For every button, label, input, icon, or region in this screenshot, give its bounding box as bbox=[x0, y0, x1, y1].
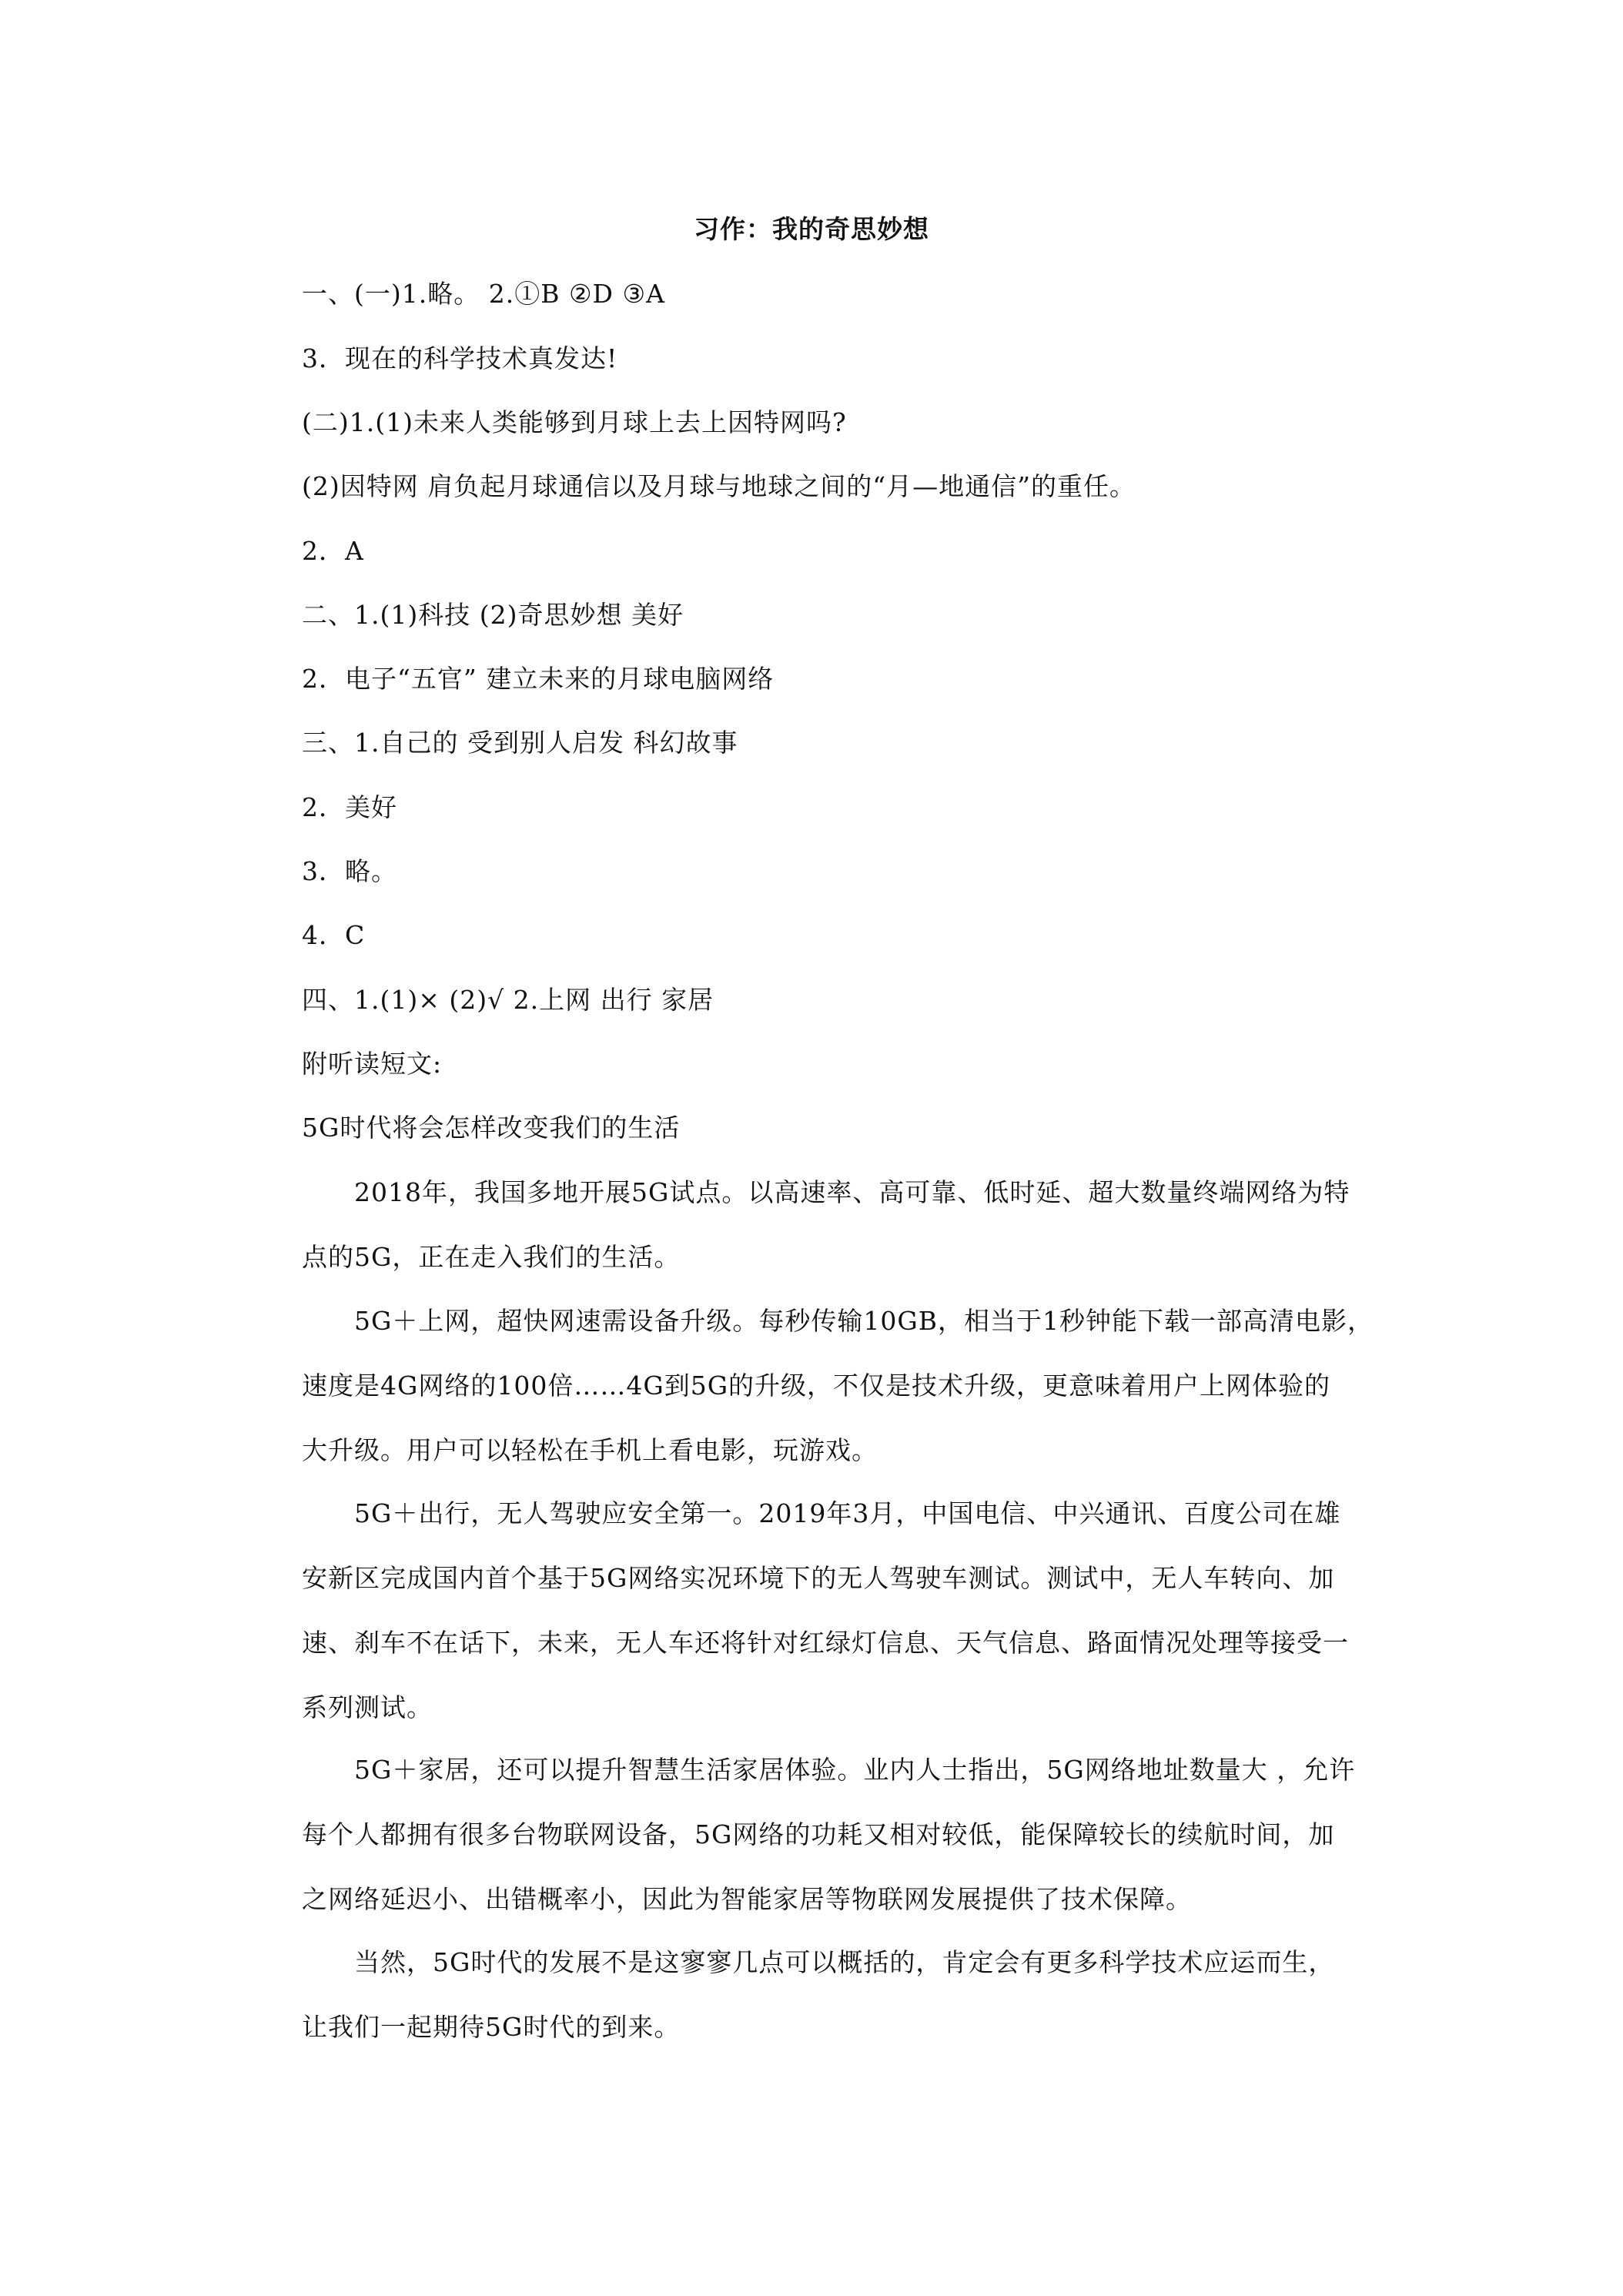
answer-line-12: 四、1.(1)× (2)√ 2.上网 出行 家居 bbox=[302, 985, 714, 1015]
article-paragraph-4 bbox=[302, 1738, 1387, 1932]
paragraph-row: 安新区完成国内首个基于5G网络实况环境下的无人驾驶车测试。测试中，无人车转向、加 bbox=[302, 1563, 1335, 1593]
paragraph-row: 速、刹车不在话下，未来，无人车还将针对红绿灯信息、天气信息、路面情况处理等接受一 bbox=[302, 1628, 1349, 1658]
paragraph-row: 之网络延迟小、出错概率小，因此为智能家居等物联网发展提供了技术保障。 bbox=[302, 1884, 1192, 1914]
paragraph-row: 5G＋上网，超快网速需设备升级。每秒传输10GB，相当于1秒钟能下载一部高清电影， bbox=[302, 1306, 1374, 1336]
page-title: 习作：我的奇思妙想 bbox=[694, 214, 929, 244]
answer-line-5: 2．A bbox=[302, 536, 364, 566]
article-title: 5G时代将会怎样改变我们的生活 bbox=[302, 1113, 681, 1143]
answer-line-8: 三、1.自己的 受到别人启发 科幻故事 bbox=[302, 728, 738, 758]
article-paragraph-5 bbox=[302, 1930, 1387, 2060]
answer-line-6: 二、1.(1)科技 (2)奇思妙想 美好 bbox=[302, 600, 684, 630]
paragraph-row: 大升级。用户可以轻松在手机上看电影，玩游戏。 bbox=[302, 1435, 878, 1465]
paragraph-row: 让我们一起期待5G时代的到来。 bbox=[302, 2012, 681, 2042]
answer-line-7: 2．电子“五官” 建立未来的月球电脑网络 bbox=[302, 664, 775, 694]
paragraph-row: 速度是4G网络的100倍……4G到5G的升级，不仅是技术升级，更意味着用户上网体验的 bbox=[302, 1371, 1331, 1401]
paragraph-row: 5G＋出行，无人驾驶应安全第一。2019年3月，中国电信、中兴通讯、百度公司在雄 bbox=[302, 1498, 1341, 1528]
answer-line-4: (2)因特网 肩负起月球通信以及月球与地球之间的“月—地通信”的重任。 bbox=[302, 471, 1136, 501]
article-paragraph-3 bbox=[302, 1481, 1387, 1740]
answer-line-9: 2．美好 bbox=[302, 792, 397, 822]
answer-line-10: 3．略。 bbox=[302, 856, 397, 886]
paragraph-row: 5G＋家居，还可以提升智慧生活家居体验。业内人士指出，5G网络地址数量大 ，允许 bbox=[302, 1755, 1356, 1785]
answer-line-11: 4．C bbox=[302, 920, 366, 950]
answer-line-3: (二)1.(1)未来人类能够到月球上去上因特网吗? bbox=[302, 407, 847, 437]
answer-line-1: 一、(一)1.略。 2.①B ②D ③A bbox=[302, 279, 665, 309]
answer-line-2: 3．现在的科学技术真发达! bbox=[302, 343, 618, 373]
listening-label: 附听读短文: bbox=[302, 1049, 443, 1079]
article-paragraph-1 bbox=[302, 1160, 1387, 1290]
paragraph-row: 每个人都拥有很多台物联网设备，5G网络的功耗又相对较低，能保障较长的续航时间，加 bbox=[302, 1819, 1335, 1849]
paragraph-row: 当然，5G时代的发展不是这寥寥几点可以概括的，肯定会有更多科学技术应运而生， bbox=[302, 1947, 1335, 1977]
paragraph-row: 点的5G，正在走入我们的生活。 bbox=[302, 1242, 681, 1272]
article-paragraph-2 bbox=[302, 1289, 1387, 1483]
paragraph-row: 系列测试。 bbox=[302, 1692, 433, 1722]
paragraph-row: 2018年，我国多地开展5G试点。以高速率、高可靠、低时延、超大数量终端网络为特 bbox=[302, 1177, 1350, 1207]
